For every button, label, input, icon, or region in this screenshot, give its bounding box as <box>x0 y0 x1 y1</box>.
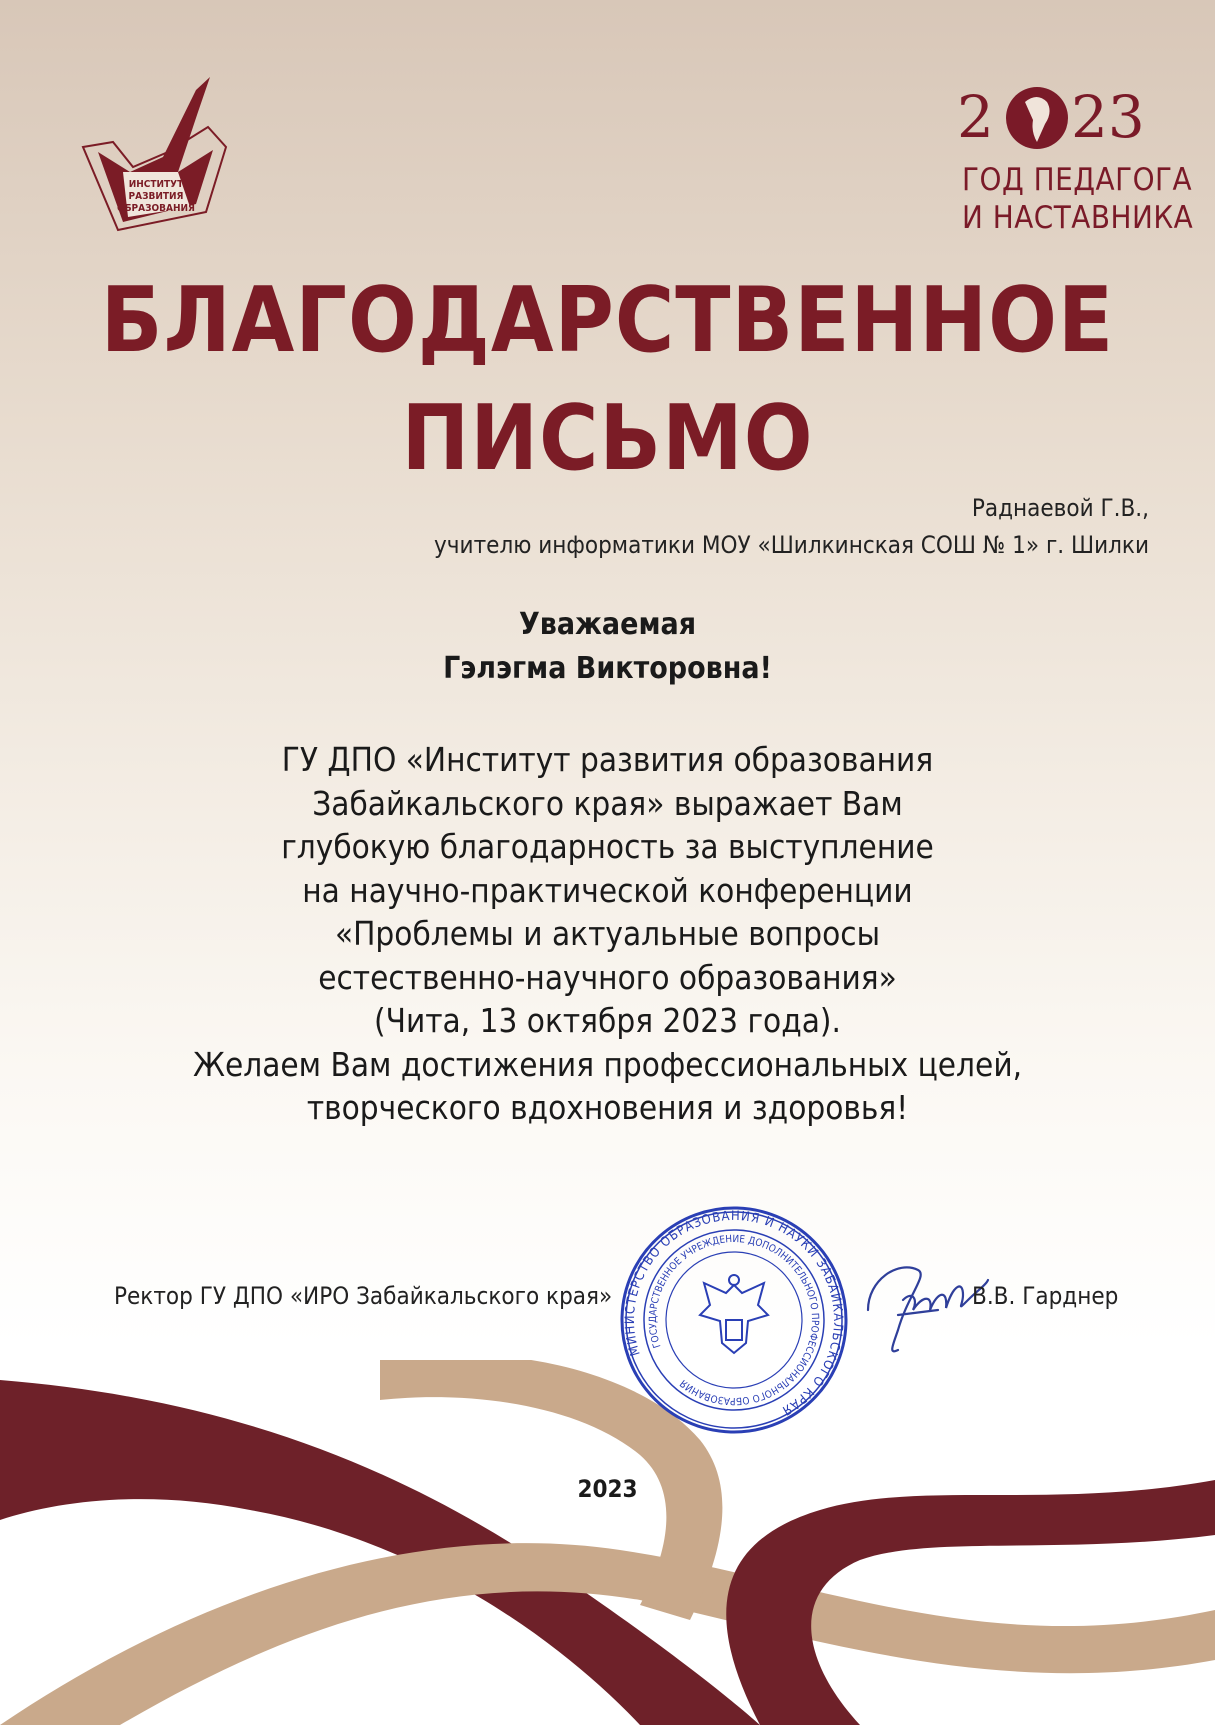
signer-title: Ректор ГУ ДПО «ИРО Забайкальского края» <box>114 1282 613 1310</box>
body-line: глубокую благодарность за выступление <box>281 827 934 866</box>
body-line: (Чита, 13 октября 2023 года). <box>374 1001 841 1040</box>
signer-name: В.В. Гарднер <box>972 1282 1119 1310</box>
year-2023-emblem <box>955 82 1145 152</box>
title-line: ПИСЬМО <box>401 386 814 491</box>
recipient-position: учителю информатики МОУ «Шилкинская СОШ № 1» г. Шилки <box>434 531 1149 559</box>
footer-year: 2023 <box>577 1475 638 1503</box>
official-stamp <box>614 1200 854 1440</box>
svg-text:МИНИСТЕРСТВО ОБРАЗОВАНИЯ И НАУ: МИНИСТЕРСТВО ОБРАЗОВАНИЯ И НАУКИ ЗАБАЙКАЛЬСКОГО КРАЯ <box>622 1208 846 1419</box>
svg-text:ГОСУДАРСТВЕННОЕ УЧРЕЖДЕНИЕ ДОП: ГОСУДАРСТВЕННОЕ УЧРЕЖДЕНИЕ ДОПОЛНИТЕЛЬНОГО ПРОФЕССИОНАЛЬНОГО ОБРАЗОВАНИЯ <box>647 1233 821 1407</box>
logo-caption-line: ГОД ПЕДАГОГА <box>962 162 1193 198</box>
ribbon-decoration <box>0 1360 1215 1725</box>
svg-text:2: 2 <box>957 83 994 151</box>
body-line: Забайкальского края» выражает Вам <box>312 783 903 823</box>
greeting-line: Уважаемая <box>518 607 697 642</box>
body-line: «Проблемы и актуальные вопросы <box>334 914 881 953</box>
year-of-teacher-logo <box>955 82 1194 242</box>
recipient-block <box>434 490 1149 564</box>
body-line: Желаем Вам достижения профессиональных целей, <box>192 1044 1023 1084</box>
greeting-name: Гэлэгма Викторовна! <box>443 651 772 686</box>
logo-text-line: ИНСТИТУТ <box>128 179 184 190</box>
body-line: ГУ ДПО «Институт развития образования <box>281 740 934 779</box>
title-line: БЛАГОДАРСТВЕННОЕ <box>100 268 1115 373</box>
coat-of-arms-icon <box>700 1275 768 1353</box>
logo-text-line: РАЗВИТИЯ <box>128 191 184 202</box>
greeting <box>0 603 1215 691</box>
recipient-name: Раднаевой Г.В., <box>971 494 1149 522</box>
letter-body <box>0 738 1215 1130</box>
institute-logo <box>78 72 238 247</box>
logo-text-line: ОБРАЗОВАНИЯ <box>117 203 195 214</box>
logo-caption-line: И НАСТАВНИКА <box>962 200 1194 236</box>
svg-text:23: 23 <box>1071 83 1145 151</box>
body-line: естественно-научного образования» <box>318 957 897 997</box>
body-line: творческого вдохновения и здоровья! <box>306 1088 909 1127</box>
body-line: на научно-практической конференции <box>302 870 913 910</box>
document-title <box>0 262 1215 498</box>
